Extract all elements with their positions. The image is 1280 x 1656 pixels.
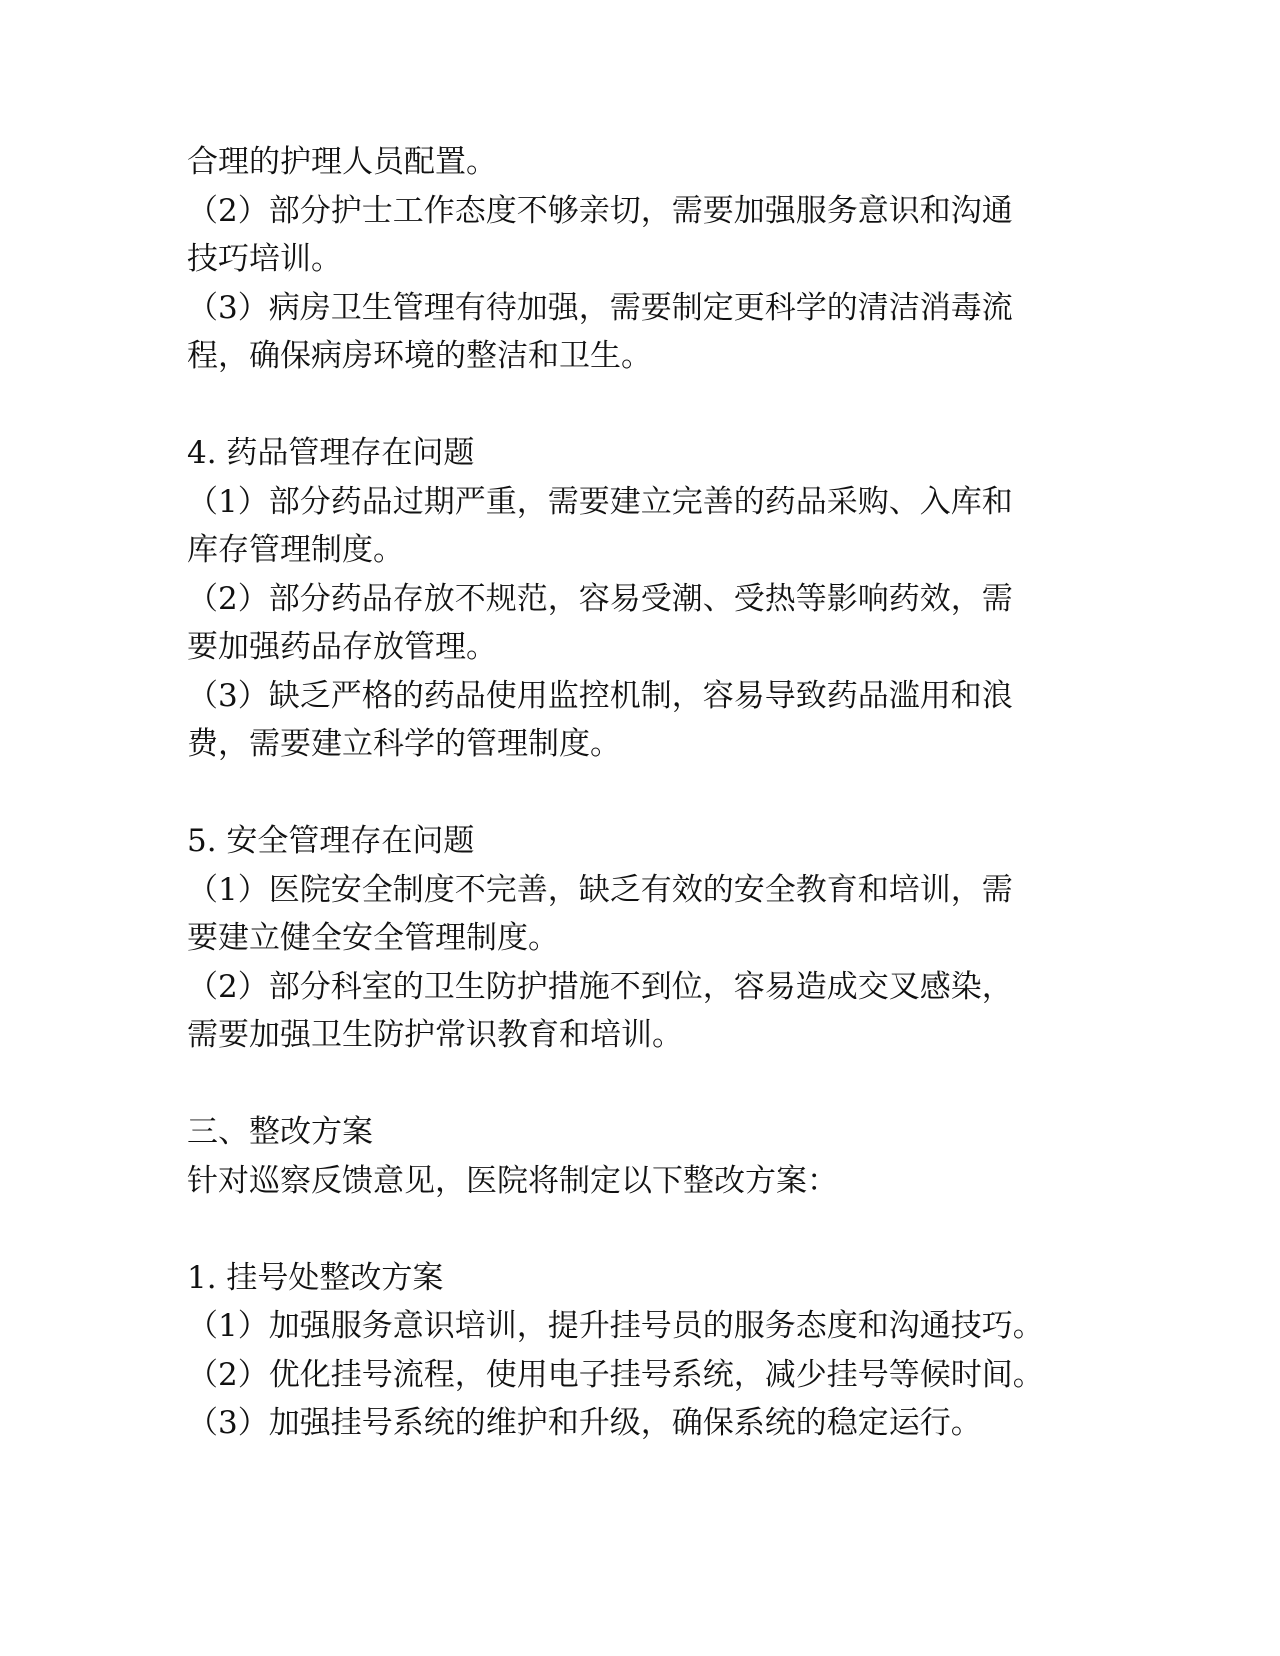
paragraph-line: 技巧培训。 xyxy=(187,241,342,277)
blank-line xyxy=(187,1205,1127,1254)
paragraph-line: 程，确保病房环境的整洁和卫生。 xyxy=(187,338,652,374)
paragraph-line: （3）病房卫生管理有待加强，需要制定更科学的清洁消毒流 xyxy=(187,289,1013,326)
paragraph-line: 费，需要建立科学的管理制度。 xyxy=(187,726,621,762)
paragraph-line: （1）部分药品过期严重，需要建立完善的药品采购、入库和 xyxy=(187,483,1013,520)
paragraph-line: （3）缺乏严格的药品使用监控机制，容易导致药品滥用和浪 xyxy=(187,677,1013,714)
paragraph-line: 要建立健全安全管理制度。 xyxy=(187,920,559,956)
paragraph-line: 合理的护理人员配置。 xyxy=(187,144,497,180)
paragraph-line: 库存管理制度。 xyxy=(187,532,404,568)
paragraph-line: （2）部分科室的卫生防护措施不到位，容易造成交叉感染， xyxy=(187,968,1013,1005)
document-body xyxy=(187,138,1127,1448)
blank-line xyxy=(187,381,1127,430)
paragraph-line: （1）医院安全制度不完善，缺乏有效的安全教育和培训，需 xyxy=(187,871,1013,908)
blank-line xyxy=(187,769,1127,818)
paragraph-line: （2）优化挂号流程，使用电子挂号系统，减少挂号等候时间。 xyxy=(187,1356,1044,1393)
section-heading: 5. 安全管理存在问题 xyxy=(187,823,475,859)
paragraph-line: （1）加强服务意识培训，提升挂号员的服务态度和沟通技巧。 xyxy=(187,1308,1044,1344)
paragraph-line: （2）部分护士工作态度不够亲切，需要加强服务意识和沟通 xyxy=(187,192,1013,229)
chapter-heading: 三、整改方案 xyxy=(187,1114,373,1150)
paragraph-line: 要加强药品存放管理。 xyxy=(187,629,497,665)
section-heading: 4. 药品管理存在问题 xyxy=(187,435,475,471)
paragraph-line: 针对巡察反馈意见，医院将制定以下整改方案： xyxy=(187,1162,838,1199)
section-heading: 1. 挂号处整改方案 xyxy=(187,1259,444,1296)
blank-line xyxy=(187,1060,1127,1109)
paragraph-line: （3）加强挂号系统的维护和升级，确保系统的稳定运行。 xyxy=(187,1405,982,1441)
paragraph-line: （2）部分药品存放不规范，容易受潮、受热等影响药效，需 xyxy=(187,580,1013,617)
paragraph-line: 需要加强卫生防护常识教育和培训。 xyxy=(187,1017,683,1053)
